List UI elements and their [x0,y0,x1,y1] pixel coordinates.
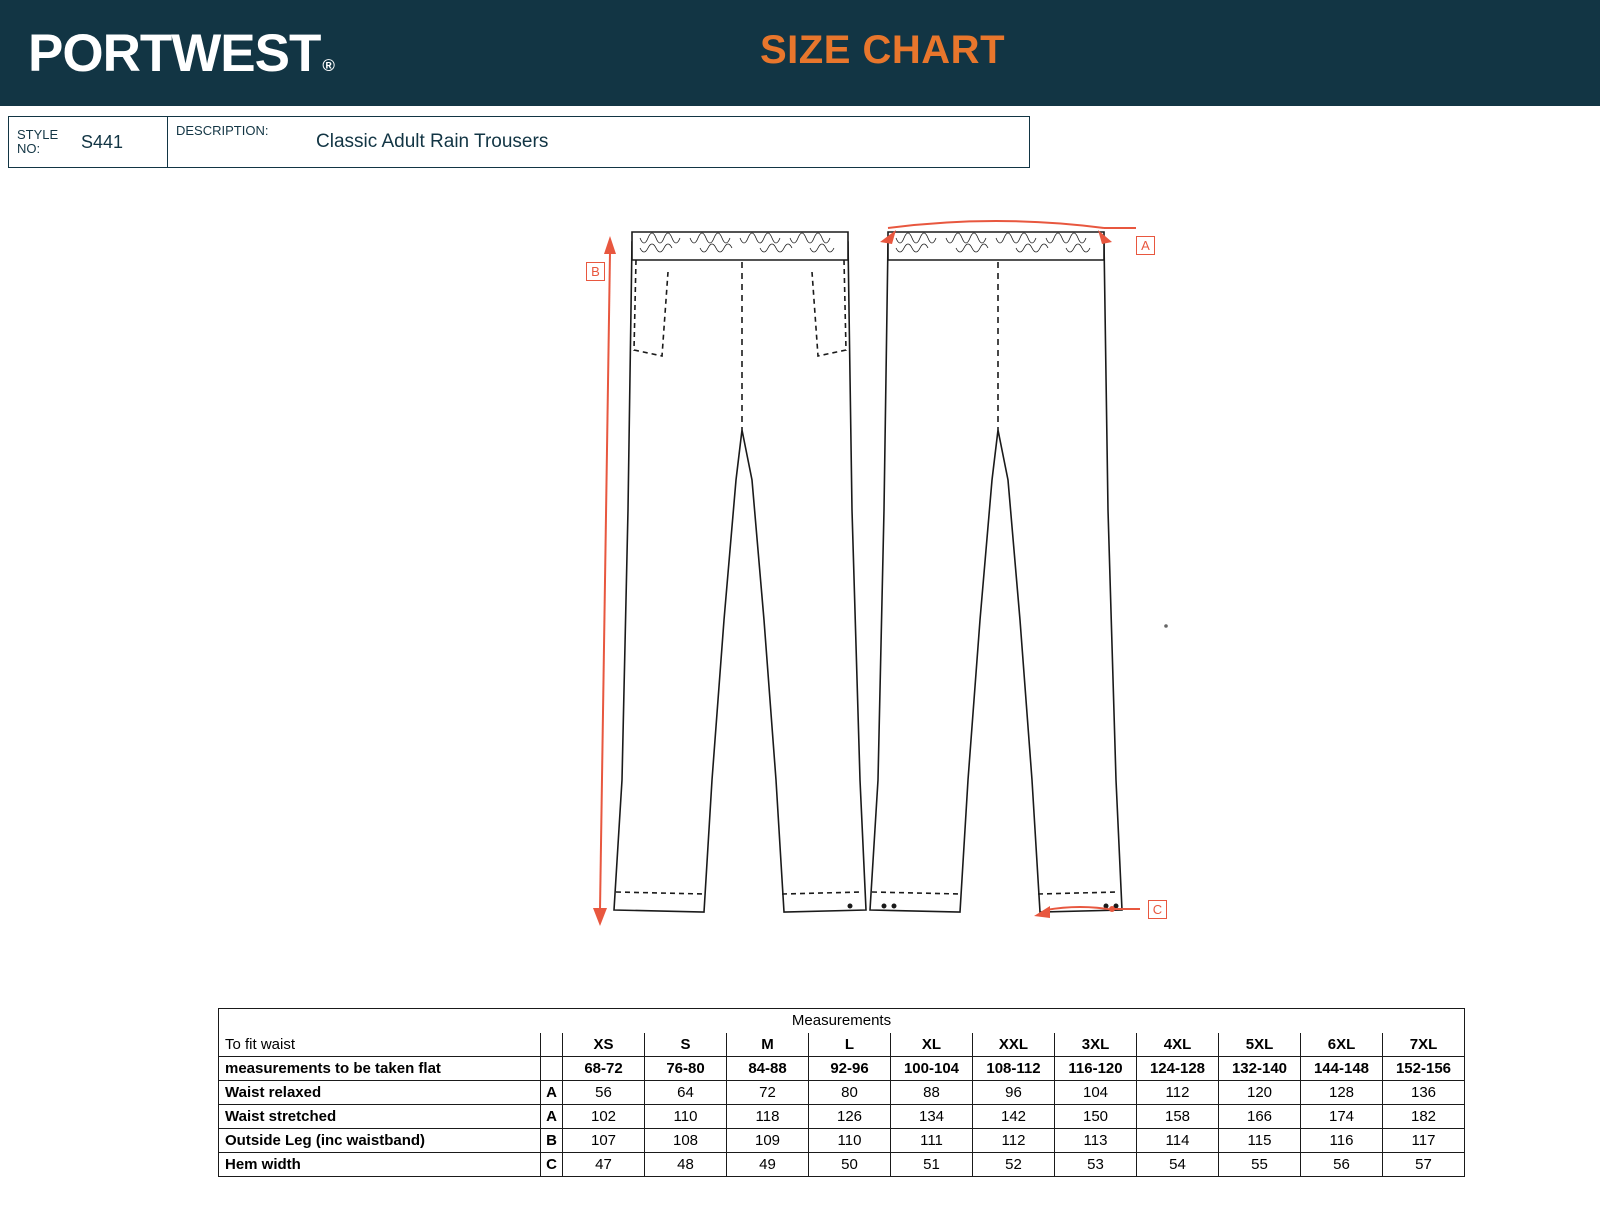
size-header-5xl: 5XL [1219,1033,1301,1057]
code-spacer-1 [541,1033,563,1057]
size-header-m: M [727,1033,809,1057]
hem-width-xs: 47 [563,1153,645,1177]
size-header-row [219,1033,1465,1057]
row-code-waist-relaxed: A [541,1081,563,1105]
outside-leg-6xl: 116 [1301,1129,1383,1153]
measurements-table [218,1008,1465,1177]
outside-leg-m: 109 [727,1129,809,1153]
waist-relaxed-4xl: 112 [1137,1081,1219,1105]
size-header-xs: XS [563,1033,645,1057]
row-label-outside-leg: Outside Leg (inc waistband) [219,1129,541,1153]
portwest-logo [28,23,334,84]
table-row [219,1105,1465,1129]
to-fit-xl: 100-104 [891,1057,973,1081]
waist-stretched-5xl: 166 [1219,1105,1301,1129]
row-label-hem-width: Hem width [219,1153,541,1177]
waist-stretched-m: 118 [727,1105,809,1129]
waist-stretched-6xl: 174 [1301,1105,1383,1129]
to-fit-3xl: 116-120 [1055,1057,1137,1081]
size-header-3xl: 3XL [1055,1033,1137,1057]
hem-width-m: 49 [727,1153,809,1177]
waist-relaxed-5xl: 120 [1219,1081,1301,1105]
waist-relaxed-3xl: 104 [1055,1081,1137,1105]
front-trouser-outline [614,242,866,912]
waist-relaxed-m: 72 [727,1081,809,1105]
measure-line-a [888,221,1104,228]
waist-stretched-7xl: 182 [1383,1105,1465,1129]
hem-width-7xl: 57 [1383,1153,1465,1177]
waist-stretched-3xl: 150 [1055,1105,1137,1129]
outside-leg-5xl: 115 [1219,1129,1301,1153]
trouser-illustration-svg [0,180,1600,970]
to-fit-m: 84-88 [727,1057,809,1081]
hem-width-6xl: 56 [1301,1153,1383,1177]
callout-c: C [1148,900,1167,919]
back-right-hem [1038,892,1118,894]
front-right-hem [782,892,862,894]
waist-relaxed-xl: 88 [891,1081,973,1105]
outside-leg-s: 108 [645,1129,727,1153]
back-left-hem [872,892,960,894]
fit-waist-label: To fit waist [219,1033,541,1057]
callout-b: B [586,262,605,281]
to-fit-l: 92-96 [809,1057,891,1081]
registered-mark: ® [322,55,334,75]
measure-line-c [1046,907,1114,910]
waist-stretched-l: 126 [809,1105,891,1129]
size-header-xxl: XXL [973,1033,1055,1057]
outside-leg-xxl: 112 [973,1129,1055,1153]
back-trouser-outline [870,242,1122,912]
waist-stretched-xxl: 142 [973,1105,1055,1129]
size-header-6xl: 6XL [1301,1033,1383,1057]
hem-width-s: 48 [645,1153,727,1177]
outside-leg-xl: 111 [891,1129,973,1153]
hem-width-l: 50 [809,1153,891,1177]
waist-stretched-s: 110 [645,1105,727,1129]
row-code-hem-width: C [541,1153,563,1177]
waist-stretched-xs: 102 [563,1105,645,1129]
to-fit-5xl: 132-140 [1219,1057,1301,1081]
to-fit-6xl: 144-148 [1301,1057,1383,1081]
style-no-field [8,116,168,168]
callout-a: A [1136,236,1155,255]
row-label-waist-stretched: Waist stretched [219,1105,541,1129]
outside-leg-7xl: 117 [1383,1129,1465,1153]
to-fit-s: 76-80 [645,1057,727,1081]
info-bar [8,116,1030,168]
to-fit-xs: 68-72 [563,1057,645,1081]
measure-line-b [600,252,610,910]
to-fit-7xl: 152-156 [1383,1057,1465,1081]
waist-relaxed-xs: 56 [563,1081,645,1105]
to-fit-xxl: 108-112 [973,1057,1055,1081]
to-fit-4xl: 124-128 [1137,1057,1219,1081]
hem-width-xxl: 52 [973,1153,1055,1177]
size-header-xl: XL [891,1033,973,1057]
waist-stretched-xl: 134 [891,1105,973,1129]
table-row [219,1153,1465,1177]
waist-relaxed-7xl: 136 [1383,1081,1465,1105]
hem-width-3xl: 53 [1055,1153,1137,1177]
outside-leg-4xl: 114 [1137,1129,1219,1153]
front-left-pocket [634,260,668,356]
trouser-technical-drawing [0,180,1600,970]
description-value: Classic Adult Rain Trousers [316,131,549,152]
page-header [0,0,1600,106]
row-code-outside-leg: B [541,1129,563,1153]
outside-leg-3xl: 113 [1055,1129,1137,1153]
stray-dot [1164,624,1168,628]
page-title: SIZE CHART [760,28,1005,72]
waist-stretched-4xl: 158 [1137,1105,1219,1129]
measurements-title: Measurements [219,1009,1465,1033]
waist-relaxed-6xl: 128 [1301,1081,1383,1105]
description-field [168,116,1030,168]
style-no-label: STYLE NO: [17,127,59,156]
table-title-row [219,1009,1465,1033]
outside-leg-xs: 107 [563,1129,645,1153]
front-left-hem [616,892,704,894]
table-row [219,1081,1465,1105]
row-code-waist-stretched: A [541,1105,563,1129]
size-header-4xl: 4XL [1137,1033,1219,1057]
fit-waist-sublabel: measurements to be taken flat [219,1057,541,1081]
brand-text: PORTWEST [28,23,321,83]
size-header-7xl: 7XL [1383,1033,1465,1057]
style-no-value: S441 [81,131,124,152]
hem-width-4xl: 54 [1137,1153,1219,1177]
outside-leg-l: 110 [809,1129,891,1153]
code-spacer-2 [541,1057,563,1081]
to-fit-waist-row [219,1057,1465,1081]
front-right-pocket [812,260,846,356]
size-header-s: S [645,1033,727,1057]
hem-width-xl: 51 [891,1153,973,1177]
description-label: DESCRIPTION: [176,123,269,138]
table-row [219,1129,1465,1153]
row-label-waist-relaxed: Waist relaxed [219,1081,541,1105]
waist-relaxed-l: 80 [809,1081,891,1105]
size-header-l: L [809,1033,891,1057]
waist-relaxed-xxl: 96 [973,1081,1055,1105]
waist-relaxed-s: 64 [645,1081,727,1105]
hem-width-5xl: 55 [1219,1153,1301,1177]
